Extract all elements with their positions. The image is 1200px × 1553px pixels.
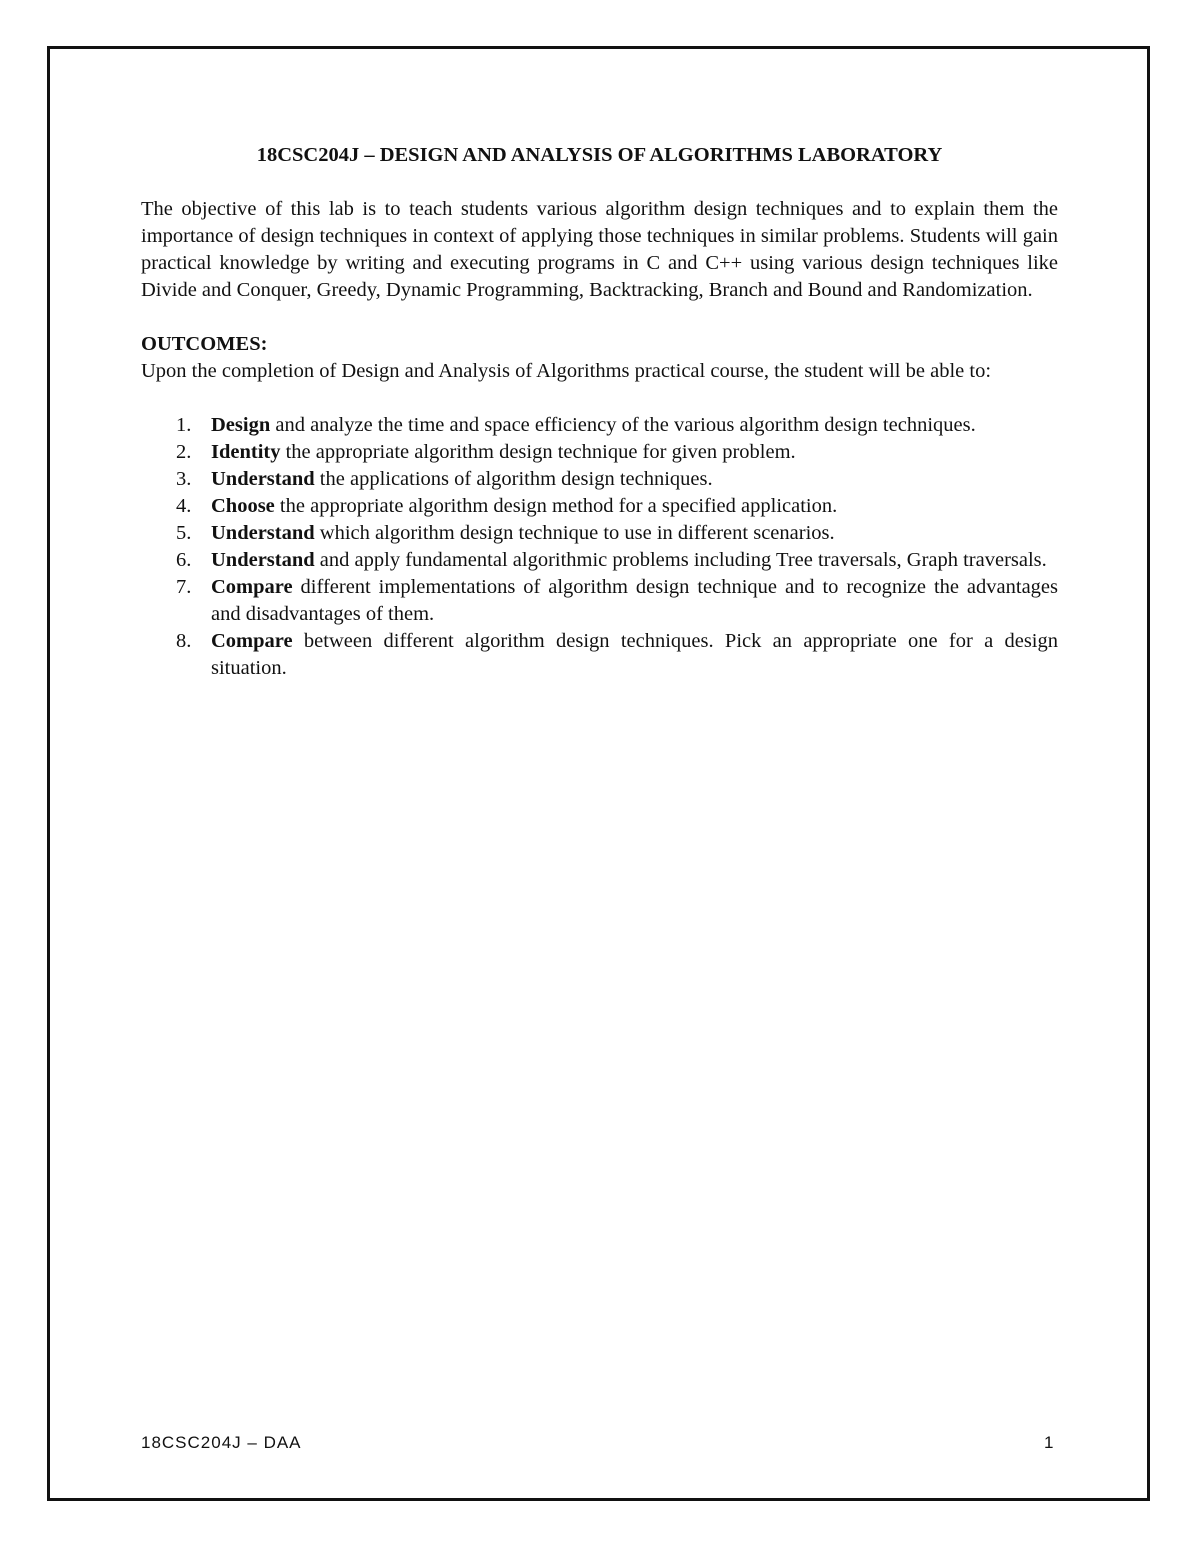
outcome-item	[141, 466, 1058, 493]
outcome-text: different implementations of algorithm design technique and to recognize the advantages and disadvantages of them.	[211, 576, 1058, 625]
outcome-text: between different algorithm design techniques. Pick an appropriate one for a design situation.	[211, 630, 1058, 679]
outcome-verb: Compare	[211, 630, 293, 652]
outcome-number: 7.	[176, 576, 192, 598]
outcome-text: the applications of algorithm design techniques.	[314, 468, 713, 490]
outcome-number: 1.	[176, 414, 192, 436]
outcome-verb: Understand	[211, 468, 315, 490]
document-body	[141, 142, 1058, 682]
outcome-verb: Identity	[211, 441, 281, 463]
intro-paragraph: The objective of this lab is to teach students various algorithm design techniques and to explain them the importance of design techniques in context of applying those techniques in similar problems. Students will gain practical knowledge by writing and executing programs in C and C++ using various design techniques like Divide and Conquer, Greedy, Dynamic Programming, Backtracking, Branch and Bound and Randomization.	[141, 198, 1058, 301]
outcome-verb: Understand	[211, 549, 315, 571]
outcome-verb: Compare	[211, 576, 293, 598]
outcomes-lead: Upon the completion of Design and Analysis of Algorithms practical course, the student will be able to:	[141, 360, 992, 382]
document-title: 18CSC204J – DESIGN AND ANALYSIS OF ALGORITHMS LABORATORY	[256, 144, 943, 166]
outcome-item	[141, 412, 1058, 439]
outcome-verb: Choose	[211, 495, 275, 517]
outcome-text: and analyze the time and space efficiency of the various algorithm design techniques.	[270, 414, 976, 436]
outcome-verb: Understand	[211, 522, 315, 544]
footer-course-code: 18CSC204J – DAA	[141, 1433, 302, 1452]
outcomes-list	[141, 412, 1058, 682]
outcome-item	[141, 628, 1058, 682]
outcome-item	[141, 439, 1058, 466]
outcome-item	[141, 493, 1058, 520]
outcome-number: 8.	[176, 630, 192, 652]
outcome-text: the appropriate algorithm design method for a specified application.	[274, 495, 838, 517]
outcome-number: 6.	[176, 549, 192, 571]
outcome-number: 3.	[176, 468, 192, 490]
outcome-number: 4.	[176, 495, 192, 517]
outcome-item	[141, 520, 1058, 547]
footer-page-number: 1	[1044, 1433, 1054, 1452]
outcome-text: and apply fundamental algorithmic problems including Tree traversals, Graph traversals.	[314, 549, 1047, 571]
outcome-verb: Design	[211, 414, 271, 436]
outcome-item	[141, 547, 1058, 574]
outcome-text: the appropriate algorithm design technique for given problem.	[280, 441, 796, 463]
outcome-item	[141, 574, 1058, 628]
outcome-number: 2.	[176, 441, 192, 463]
outcome-number: 5.	[176, 522, 192, 544]
outcomes-heading: OUTCOMES:	[141, 333, 268, 355]
outcome-text: which algorithm design technique to use in different scenarios.	[314, 522, 835, 544]
